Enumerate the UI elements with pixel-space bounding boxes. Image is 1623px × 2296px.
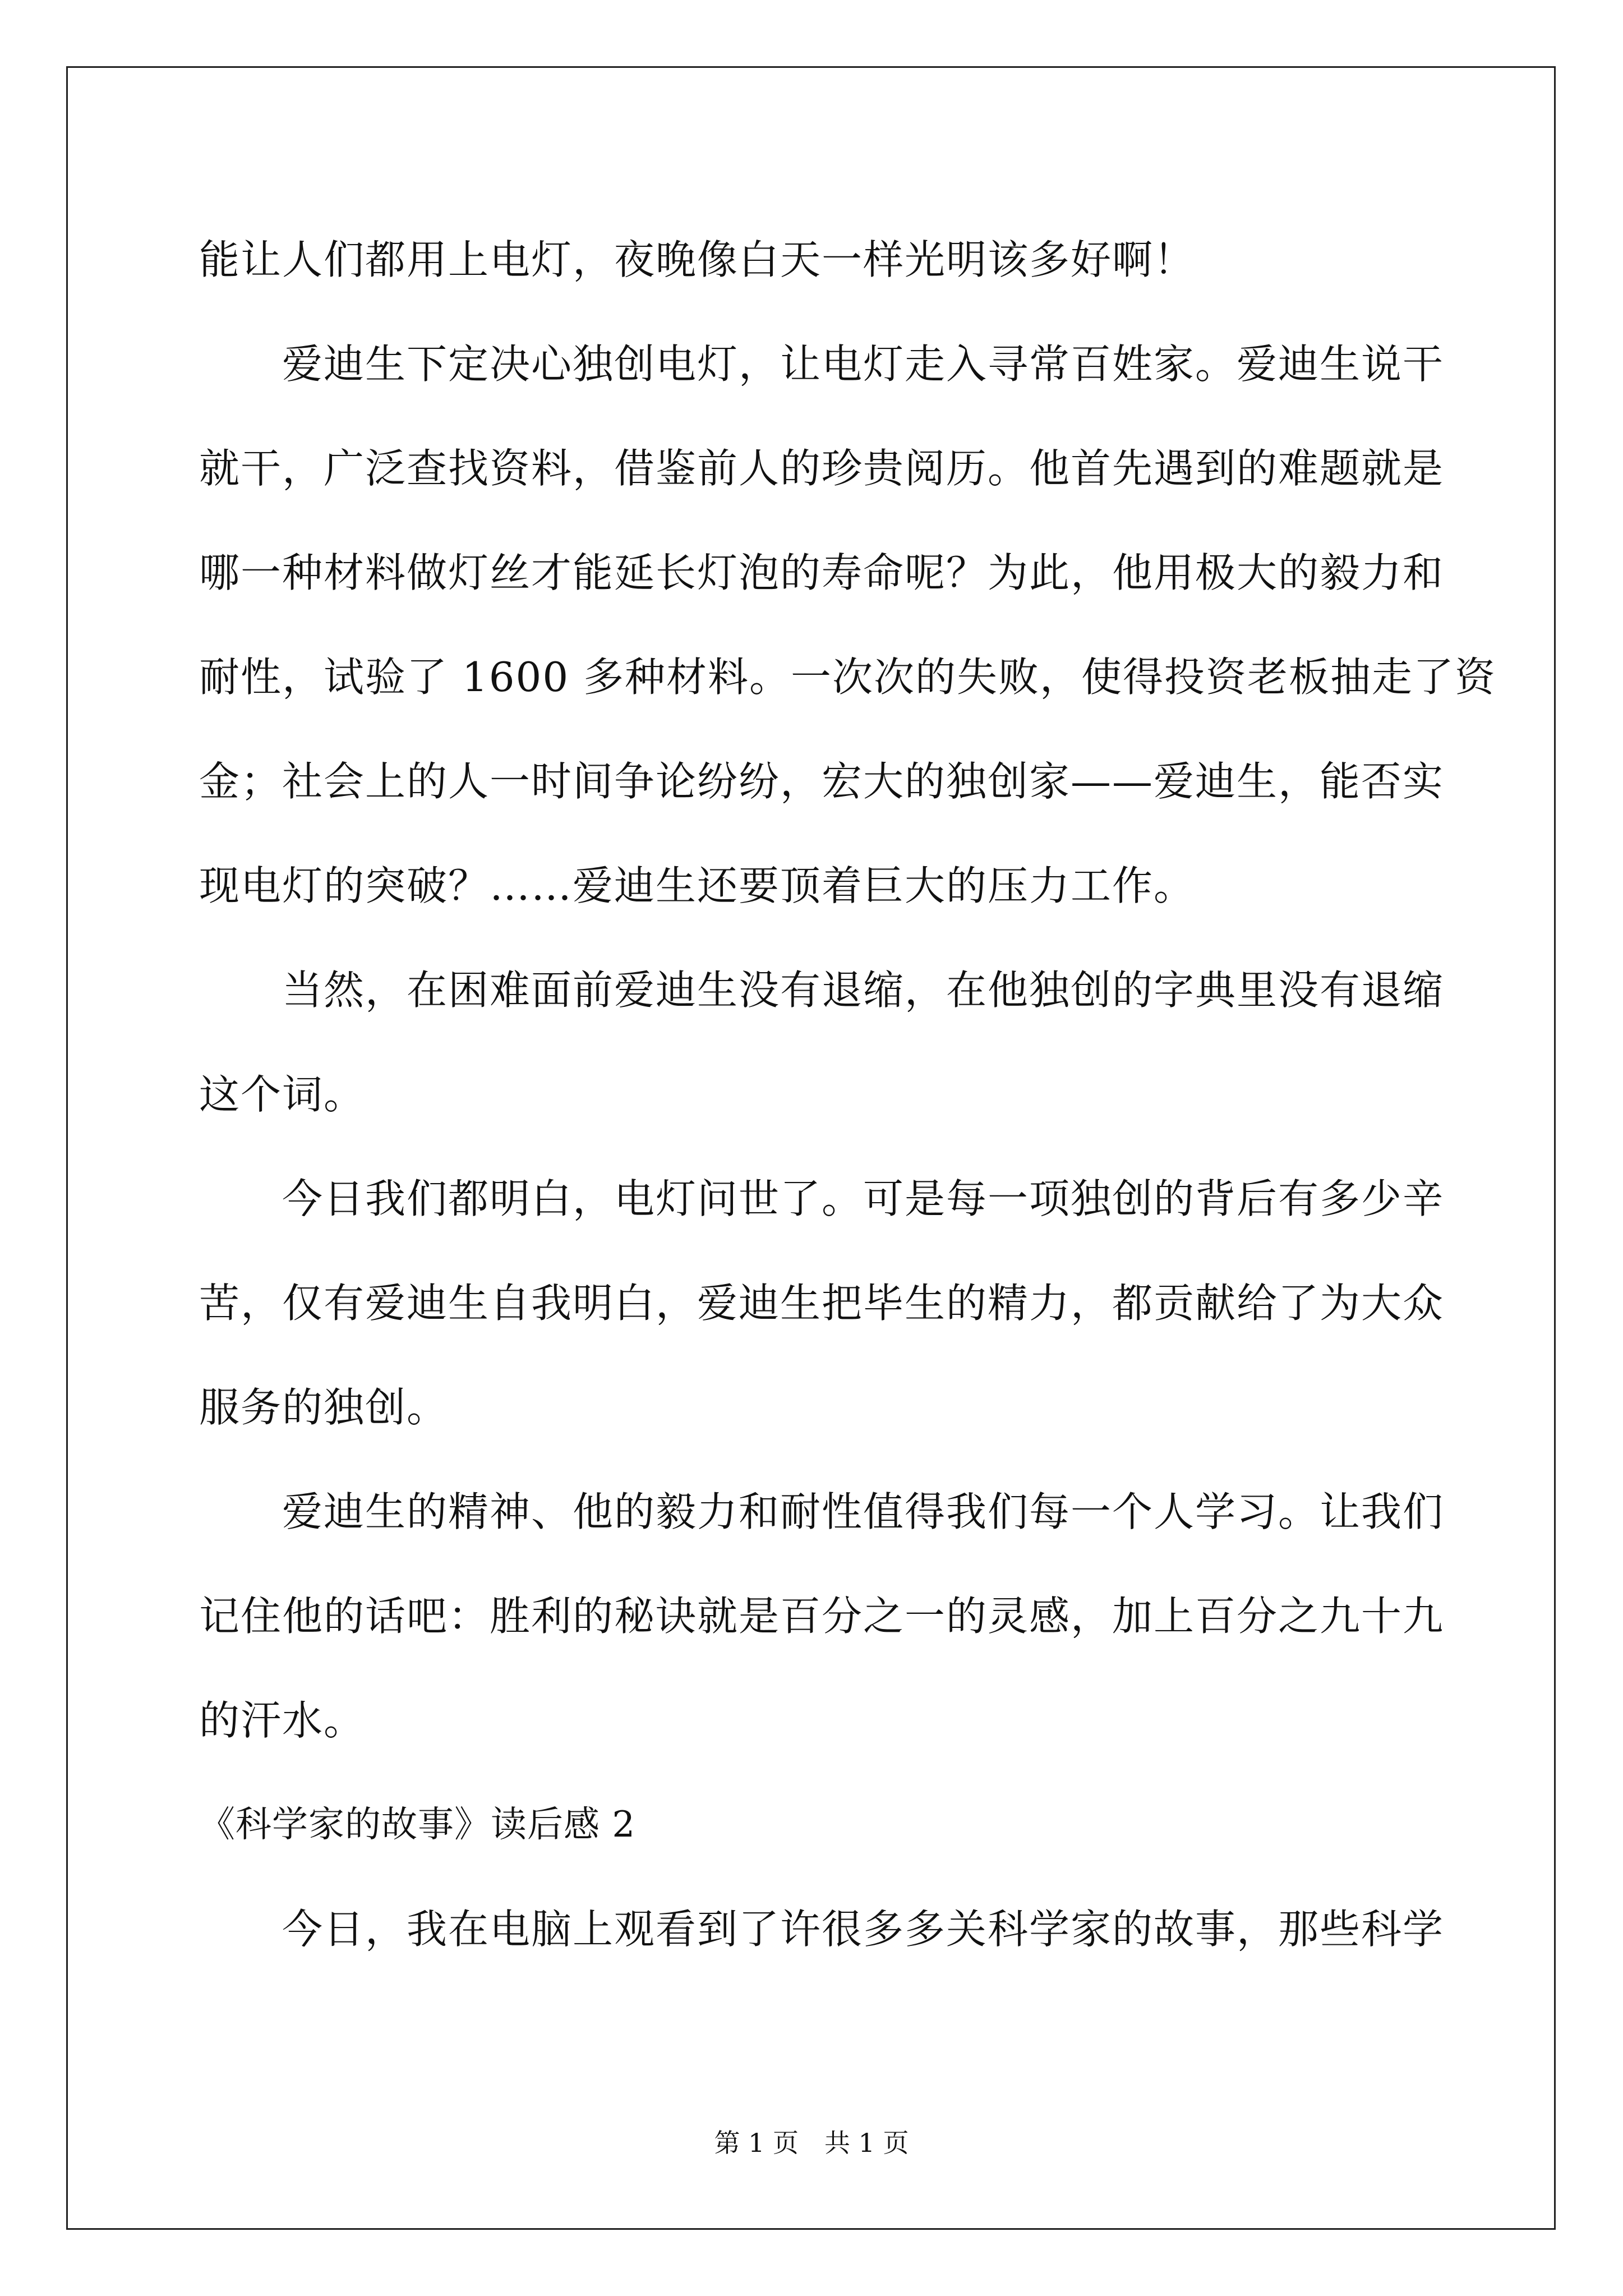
text-line: 哪一种材料做灯丝才能延长灯泡的寿命呢？为此，他用极大的毅力和: [199, 549, 1445, 596]
text-line: 就干，广泛查找资料，借鉴前人的珍贵阅历。他首先遇到的难题就是: [199, 445, 1445, 492]
paragraph-start-line: 爱迪生的精神、他的毅力和耐性值得我们每一个人学习。让我们: [282, 1488, 1445, 1535]
text-line: 现电灯的突破？……爱迪生还要顶着巨大的压力工作。: [199, 862, 1196, 909]
paragraph-start-line: 爱迪生下定决心独创电灯，让电灯走入寻常百姓家。爱迪生说干: [282, 341, 1445, 388]
paragraph-start-line: 今日我们都明白，电灯问世了。可是每一项独创的背后有多少辛: [282, 1175, 1445, 1222]
text-line: 记住他的话吧：胜利的秘诀就是百分之一的灵感，加上百分之九十九: [199, 1593, 1445, 1640]
text-line: 能让人们都用上电灯，夜晚像白天一样光明该多好啊！: [199, 236, 1196, 283]
text-line: 这个词。: [199, 1071, 366, 1118]
text-line: 服务的独创。: [199, 1384, 449, 1431]
paragraph-start-line: 今日，我在电脑上观看到了许很多多关科学家的故事，那些科学: [282, 1906, 1445, 1953]
text-line: 耐性，试验了 1600 多种材料。一次次的失败，使得投资老板抽走了资: [199, 654, 1497, 701]
page-number-footer: 第 1 页 共 1 页: [714, 2128, 909, 2158]
paragraph-start-line: 当然，在困难面前爱迪生没有退缩，在他独创的字典里没有退缩: [282, 967, 1445, 1014]
text-line: 金；社会上的人一时间争论纷纷，宏大的独创家——爱迪生，能否实: [199, 758, 1445, 805]
text-line: 苦，仅有爱迪生自我明白，爱迪生把毕生的精力，都贡献给了为大众: [199, 1280, 1445, 1327]
section-heading: 《科学家的故事》读后感 2: [199, 1804, 636, 1846]
document-body: [199, 208, 1497, 1981]
text-line: 的汗水。: [199, 1697, 366, 1744]
